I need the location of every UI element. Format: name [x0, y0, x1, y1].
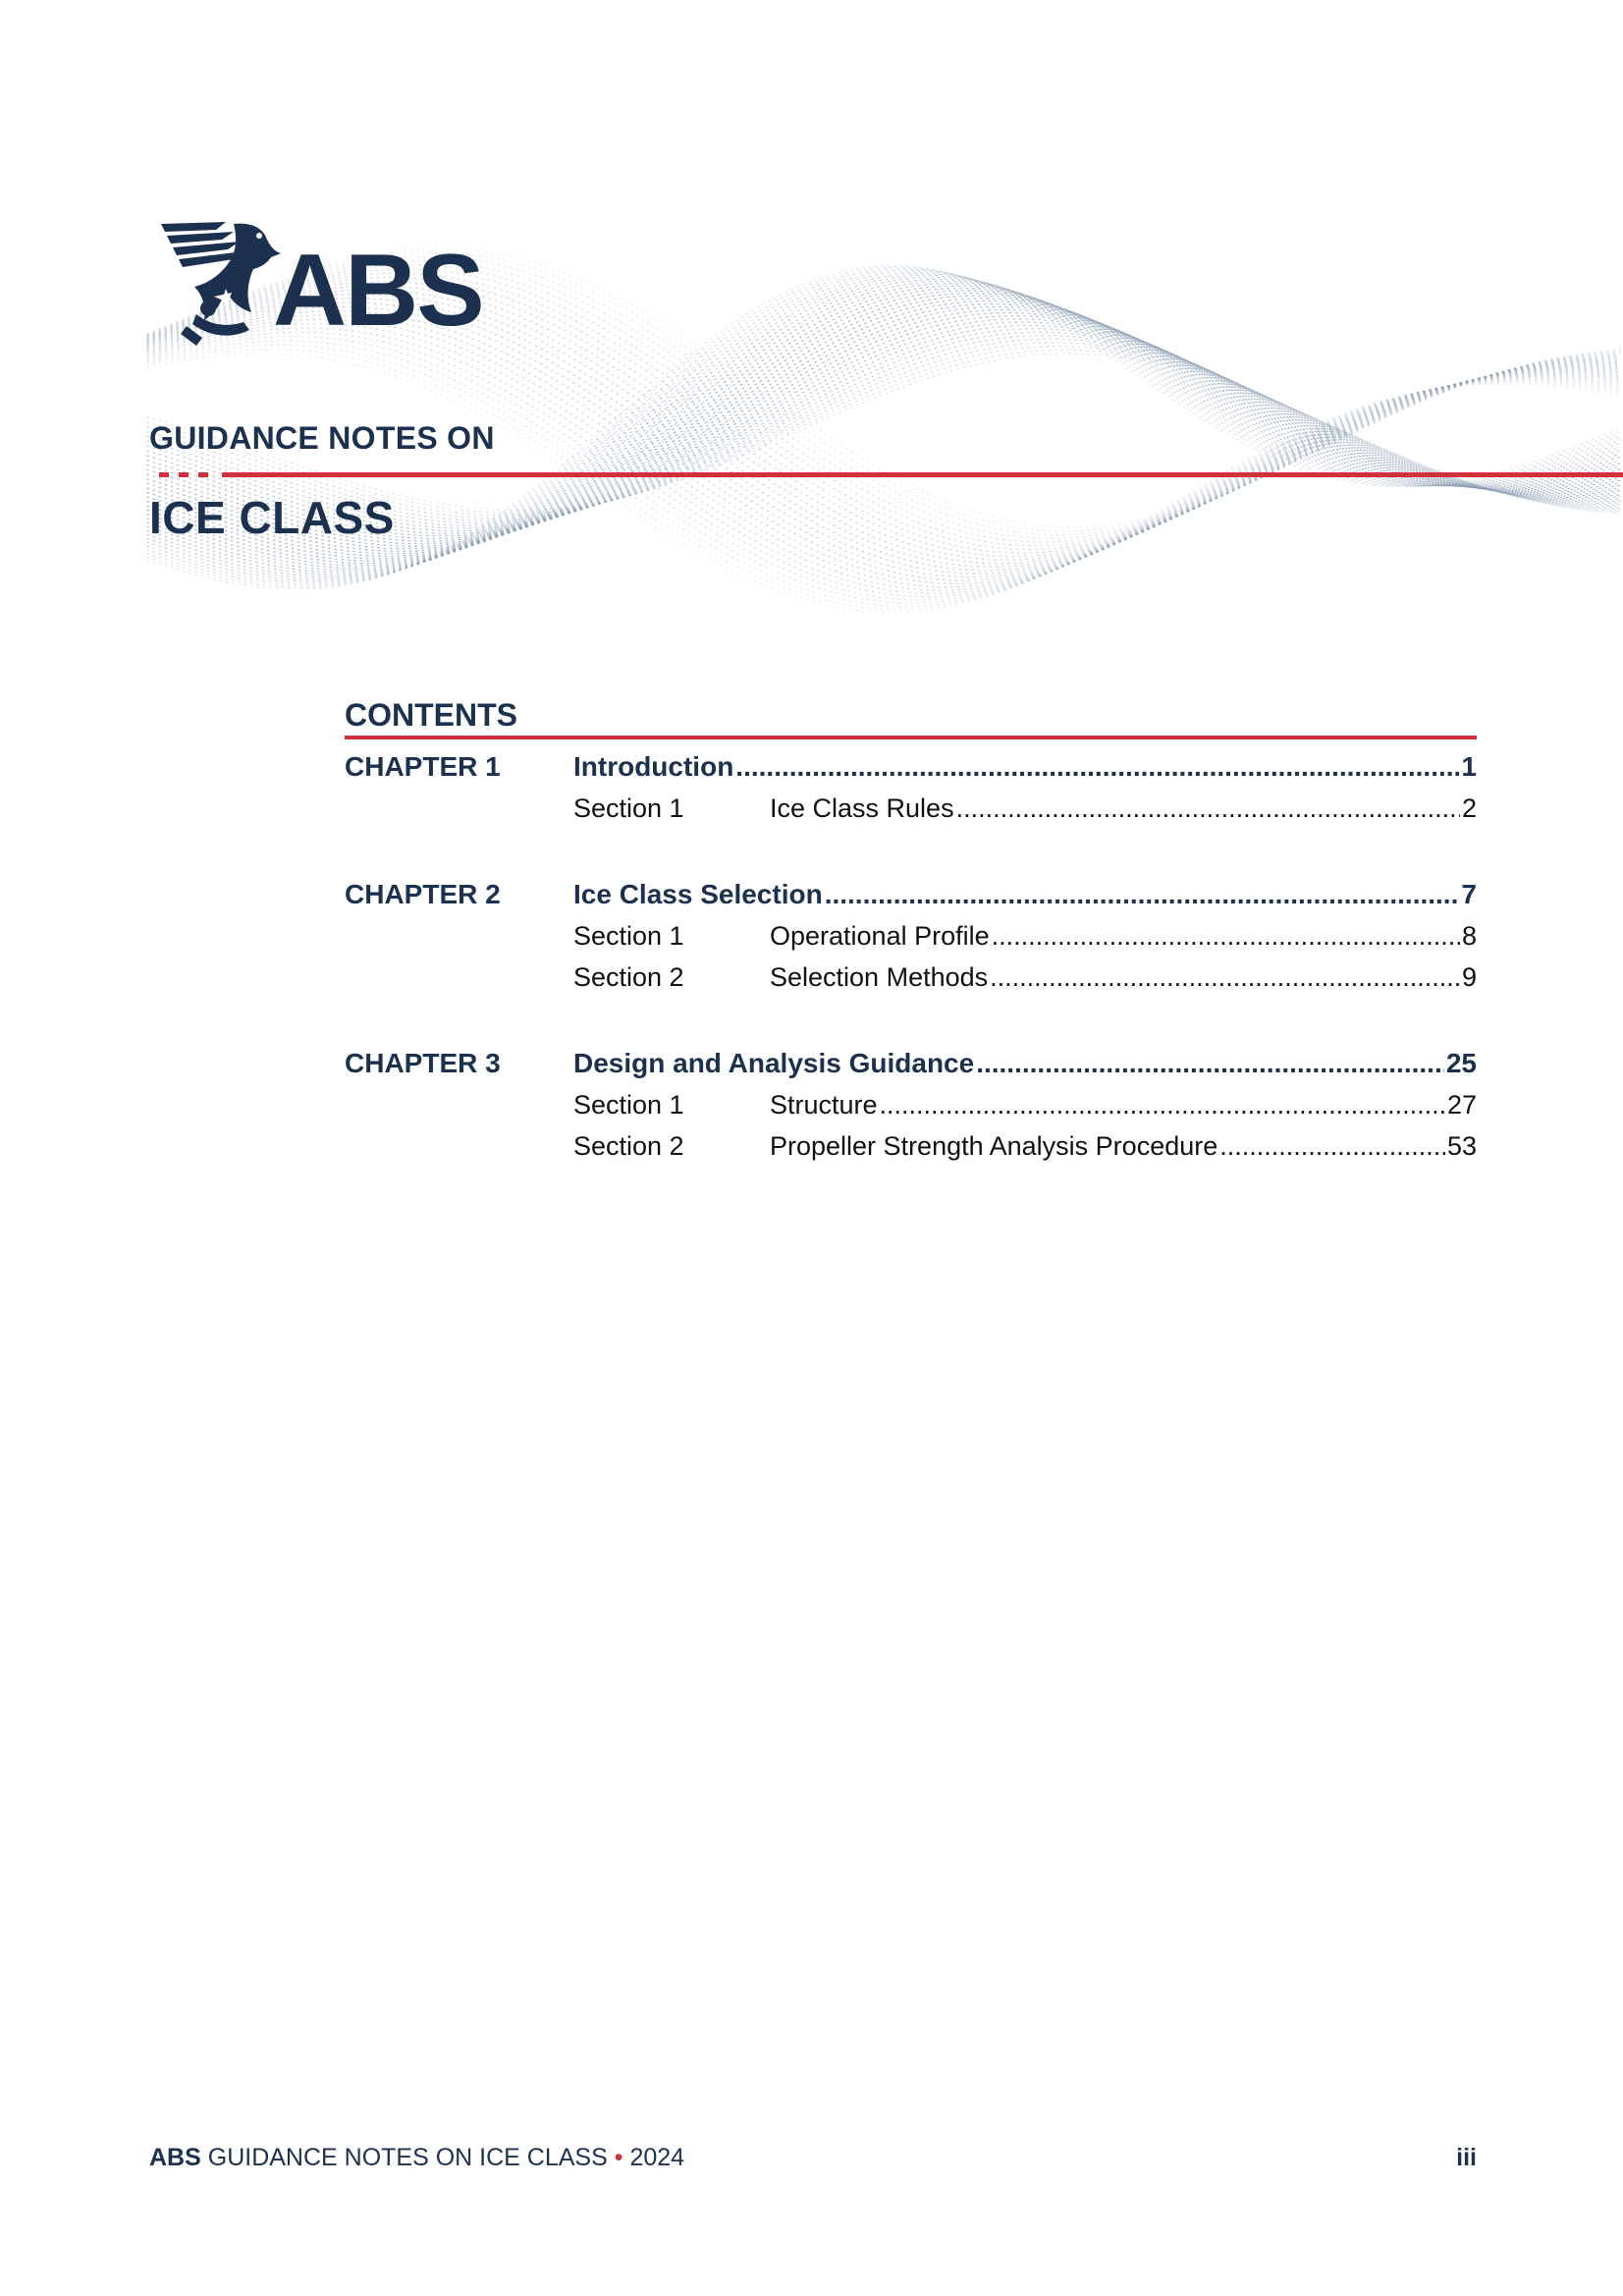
- chapter-page: 25: [1445, 1048, 1477, 1078]
- section-entry[interactable]: [770, 1084, 1477, 1125]
- section-page: 27: [1446, 1090, 1477, 1120]
- dot-leader: [880, 1084, 1445, 1125]
- toc-chapter-row[interactable]: [345, 1043, 1477, 1084]
- red-dash: [179, 472, 189, 477]
- toc-chapter-row[interactable]: [345, 874, 1477, 915]
- section-label: Section 1: [573, 921, 684, 951]
- dot-leader: [735, 746, 1459, 788]
- section-title: Propeller Strength Analysis Procedure: [770, 1131, 1218, 1161]
- chapter-label: CHAPTER 1: [345, 751, 501, 782]
- footer-brand: ABS: [149, 2144, 201, 2171]
- section-label: Section 2: [573, 962, 684, 992]
- page-footer: [149, 2144, 684, 2172]
- chapter-title: Introduction: [573, 751, 734, 782]
- chapter-entry[interactable]: [573, 874, 1477, 915]
- chapter-label: CHAPTER 3: [345, 1048, 501, 1078]
- logo-text: ABS: [273, 234, 483, 348]
- red-dash: [159, 472, 169, 477]
- document-title: ICE CLASS: [149, 492, 395, 543]
- red-dash: [198, 472, 208, 477]
- chapter-page: 1: [1461, 751, 1477, 782]
- toc-chapter: [345, 1043, 1477, 1167]
- section-entry[interactable]: [770, 915, 1477, 957]
- section-entry[interactable]: [770, 1125, 1477, 1167]
- page-number: iii: [1456, 2144, 1477, 2171]
- toc-section-row[interactable]: [345, 1084, 1477, 1125]
- section-label: Section 1: [573, 1090, 684, 1120]
- toc-section-row[interactable]: [345, 915, 1477, 957]
- eagle-icon: [157, 218, 285, 350]
- chapter-title: Ice Class Selection: [573, 879, 823, 909]
- chapter-label: CHAPTER 2: [345, 879, 501, 909]
- footer-year: 2024: [629, 2144, 685, 2171]
- contents-heading: CONTENTS: [345, 697, 517, 733]
- chapter-page: 7: [1461, 879, 1477, 909]
- section-title: Operational Profile: [770, 921, 990, 951]
- section-page: 2: [1461, 793, 1477, 823]
- toc-chapter: [345, 746, 1477, 874]
- table-of-contents: [345, 746, 1477, 1167]
- section-title: Structure: [770, 1090, 878, 1120]
- toc-chapter: [345, 874, 1477, 1043]
- footer-separator: •: [614, 2144, 623, 2171]
- dot-leader: [956, 788, 1460, 829]
- dot-leader: [1219, 1125, 1445, 1167]
- chapter-title: Design and Analysis Guidance: [573, 1048, 975, 1078]
- section-title: Selection Methods: [770, 962, 989, 992]
- section-page: 9: [1461, 962, 1477, 992]
- toc-section-row[interactable]: [345, 788, 1477, 829]
- toc-chapter-row[interactable]: [345, 746, 1477, 788]
- contents-rule: [345, 736, 1477, 739]
- dot-leader: [825, 874, 1460, 915]
- section-entry[interactable]: [770, 788, 1477, 829]
- chapter-entry[interactable]: [573, 1043, 1477, 1084]
- toc-section-row[interactable]: [345, 957, 1477, 998]
- dot-leader: [990, 957, 1460, 998]
- section-title: Ice Class Rules: [770, 793, 954, 823]
- section-label: Section 1: [573, 793, 684, 823]
- section-page: 8: [1461, 921, 1477, 951]
- section-page: 53: [1446, 1131, 1477, 1161]
- abs-logo: [157, 218, 496, 350]
- footer-text: GUIDANCE NOTES ON ICE CLASS: [207, 2144, 608, 2171]
- section-entry[interactable]: [770, 957, 1477, 998]
- section-label: Section 2: [573, 1131, 684, 1161]
- title-divider: [222, 472, 1623, 477]
- document-subtitle: GUIDANCE NOTES ON: [149, 420, 495, 456]
- dot-leader: [976, 1043, 1444, 1084]
- dot-leader: [992, 915, 1460, 957]
- chapter-entry[interactable]: [573, 746, 1477, 788]
- toc-section-row[interactable]: [345, 1125, 1477, 1167]
